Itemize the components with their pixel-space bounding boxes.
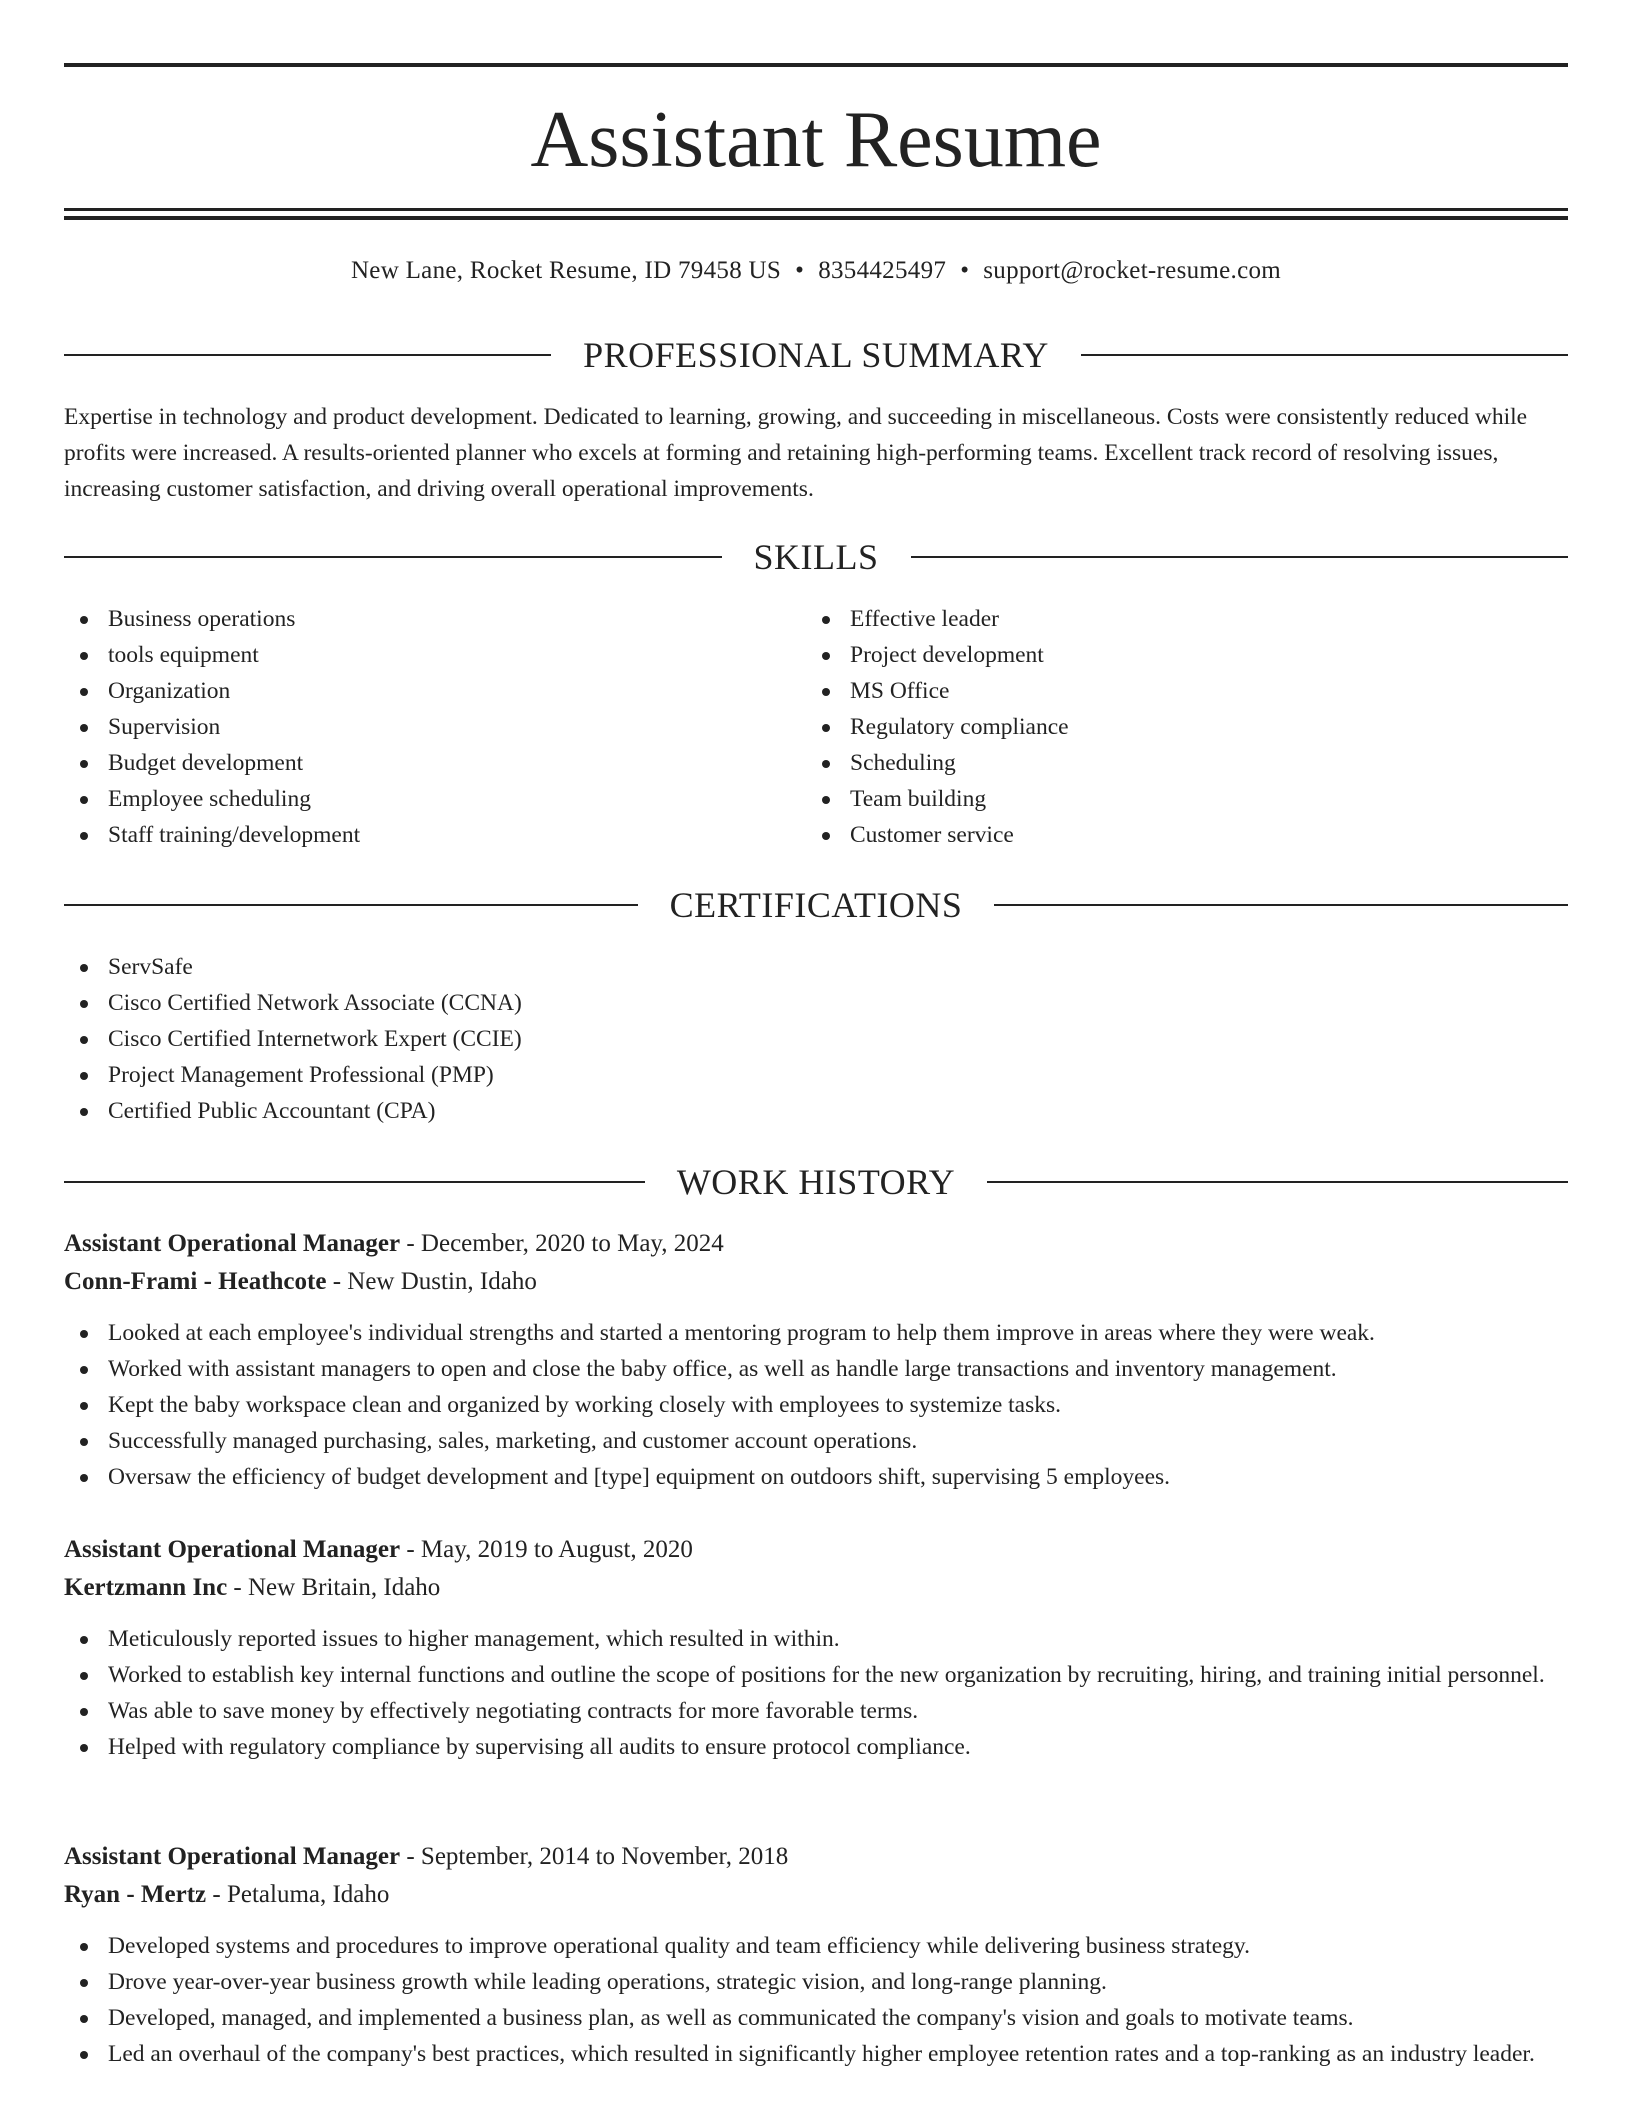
contact-email: support@rocket-resume.com xyxy=(983,257,1282,284)
job-duty: Worked with assistant managers to open and close the baby office, as well as handle large transactions and inventory management. xyxy=(64,1351,1568,1387)
skill-item: Team building xyxy=(806,781,1566,817)
job-duty: Developed systems and procedures to improve operational quality and team efficiency while delivering business strategy. xyxy=(64,1928,1568,1964)
job-duty: Successfully managed purchasing, sales, marketing, and customer account operations. xyxy=(64,1423,1568,1459)
section-title: WORK HISTORY xyxy=(676,1162,956,1202)
job-duty: Kept the baby workspace clean and organized by working closely with employees to systemize tasks. xyxy=(64,1387,1568,1423)
divider xyxy=(64,904,638,906)
job-title-line xyxy=(64,1225,1568,1263)
skill-item: Effective leader xyxy=(806,601,1566,637)
job-entry xyxy=(64,1838,1568,2072)
divider xyxy=(987,1181,1568,1183)
job-location: - New Britain, Idaho xyxy=(227,1574,441,1601)
divider xyxy=(911,556,1569,558)
job-duty: Oversaw the efficiency of budget development and [type] equipment on outdoors shift, supervising 5 employees. xyxy=(64,1459,1568,1495)
certification-item: Cisco Certified Network Associate (CCNA) xyxy=(64,985,1568,1021)
job-company-line xyxy=(64,1263,1568,1301)
job-company: Kertzmann Inc xyxy=(64,1574,228,1601)
divider xyxy=(1081,354,1568,356)
contact-phone: 8354425497 xyxy=(818,257,947,284)
section-header-certifications xyxy=(64,880,1568,930)
skills-list-right xyxy=(806,601,1566,853)
section-title: PROFESSIONAL SUMMARY xyxy=(583,335,1049,375)
divider xyxy=(64,556,722,558)
job-duties-list xyxy=(64,1928,1568,2072)
contact-line xyxy=(64,253,1568,289)
skill-item: Organization xyxy=(64,673,804,709)
job-title-line xyxy=(64,1531,1568,1569)
skill-item: Supervision xyxy=(64,709,804,745)
job-duty: Worked to establish key internal functions and outline the scope of positions for the new organization by recruiting, hiring, and training initial personnel. xyxy=(64,1657,1568,1693)
skill-item: tools equipment xyxy=(64,637,804,673)
divider xyxy=(64,354,551,356)
job-dates: - December, 2020 to May, 2024 xyxy=(400,1230,724,1257)
job-duty: Meticulously reported issues to higher management, which resulted in within. xyxy=(64,1621,1568,1657)
skill-item: Staff training/development xyxy=(64,817,804,853)
contact-separator: • xyxy=(960,257,970,284)
job-title: Assistant Operational Manager xyxy=(64,1536,401,1563)
job-company-line xyxy=(64,1876,1568,1914)
section-title: SKILLS xyxy=(753,537,879,577)
section-header-summary xyxy=(64,330,1568,380)
skills-list-left xyxy=(64,601,804,853)
certification-item: Cisco Certified Internetwork Expert (CCIE) xyxy=(64,1021,1568,1057)
job-company: Conn-Frami - Heathcote xyxy=(64,1268,327,1295)
job-dates: - September, 2014 to November, 2018 xyxy=(400,1843,789,1870)
job-duty: Drove year-over-year business growth while leading operations, strategic vision, and long-range planning. xyxy=(64,1964,1568,2000)
job-duties-list xyxy=(64,1315,1568,1495)
job-title: Assistant Operational Manager xyxy=(64,1230,401,1257)
job-duty: Was able to save money by effectively negotiating contracts for more favorable terms. xyxy=(64,1693,1568,1729)
job-location: - Petaluma, Idaho xyxy=(206,1881,390,1908)
title-rule-thin xyxy=(64,208,1568,211)
job-company-line xyxy=(64,1569,1568,1607)
skill-item: Employee scheduling xyxy=(64,781,804,817)
skill-item: Scheduling xyxy=(806,745,1566,781)
job-title: Assistant Operational Manager xyxy=(64,1843,401,1870)
job-company: Ryan - Mertz xyxy=(64,1881,207,1908)
section-title: CERTIFICATIONS xyxy=(669,885,963,925)
divider xyxy=(994,904,1568,906)
job-duties-list xyxy=(64,1621,1568,1765)
job-entry xyxy=(64,1531,1568,1765)
skill-item: Business operations xyxy=(64,601,804,637)
job-location: - New Dustin, Idaho xyxy=(326,1268,537,1295)
skill-item: MS Office xyxy=(806,673,1566,709)
job-entry xyxy=(64,1225,1568,1495)
top-rule xyxy=(64,63,1568,67)
job-dates: - May, 2019 to August, 2020 xyxy=(400,1536,693,1563)
job-duty: Helped with regulatory compliance by supervising all audits to ensure protocol compliance. xyxy=(64,1729,1568,1765)
contact-separator: • xyxy=(795,257,805,284)
skill-item: Project development xyxy=(806,637,1566,673)
summary-text: Expertise in technology and product development. Dedicated to learning, growing, and succeeding in miscellaneous. Costs were consistently reduced while profits were increased. A results-oriented planner who excels at forming and retaining high-performing teams. Excellent track record of resolving issues, increasing customer satisfaction, and driving overall operational improvements. xyxy=(64,404,1528,502)
contact-address: New Lane, Rocket Resume, ID 79458 US xyxy=(350,257,782,284)
certification-item: ServSafe xyxy=(64,949,1568,985)
section-header-skills xyxy=(64,532,1568,582)
certifications-list xyxy=(64,949,1568,1129)
skill-item: Budget development xyxy=(64,745,804,781)
job-duty: Developed, managed, and implemented a business plan, as well as communicated the company's vision and goals to motivate teams. xyxy=(64,2000,1568,2036)
certification-item: Project Management Professional (PMP) xyxy=(64,1057,1568,1093)
section-header-work-history xyxy=(64,1157,1568,1207)
resume-title: Assistant Resume xyxy=(530,96,1102,184)
job-title-line xyxy=(64,1838,1568,1876)
divider xyxy=(64,1181,645,1183)
job-duty: Led an overhaul of the company's best practices, which resulted in significantly higher employee retention rates and a top-ranking as an industry leader. xyxy=(64,2036,1568,2072)
skill-item: Customer service xyxy=(806,817,1566,853)
skill-item: Regulatory compliance xyxy=(806,709,1566,745)
certification-item: Certified Public Accountant (CPA) xyxy=(64,1093,1568,1129)
title-rule-thick xyxy=(64,216,1568,220)
job-duty: Looked at each employee's individual strengths and started a mentoring program to help them improve in areas where they were weak. xyxy=(64,1315,1568,1351)
